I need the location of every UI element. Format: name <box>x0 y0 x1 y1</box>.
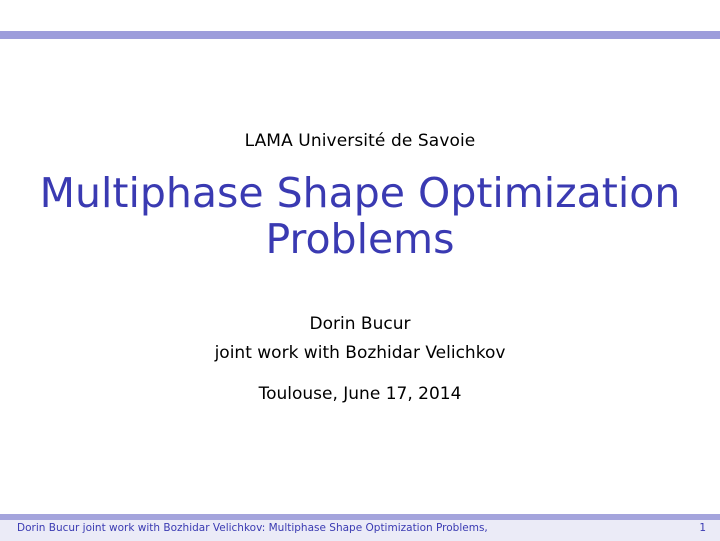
slide-title <box>0 170 720 262</box>
page-number: 1 <box>699 522 706 534</box>
institute-label: LAMA Université de Savoie <box>244 131 476 151</box>
author-block <box>0 310 720 368</box>
author-name: Dorin Bucur <box>309 314 411 334</box>
coauthor-line: joint work with Bozhidar Velichkov <box>214 343 506 363</box>
date-location: Toulouse, June 17, 2014 <box>258 384 462 404</box>
footer-text: Dorin Bucur joint work with Bozhidar Velichkov: Multiphase Shape Optimization Problems, <box>17 522 488 534</box>
slide-title-line-1: Multiphase Shape Optimization <box>39 169 681 217</box>
header-bar <box>0 31 720 39</box>
slide-title-line-2: Problems <box>265 215 455 263</box>
